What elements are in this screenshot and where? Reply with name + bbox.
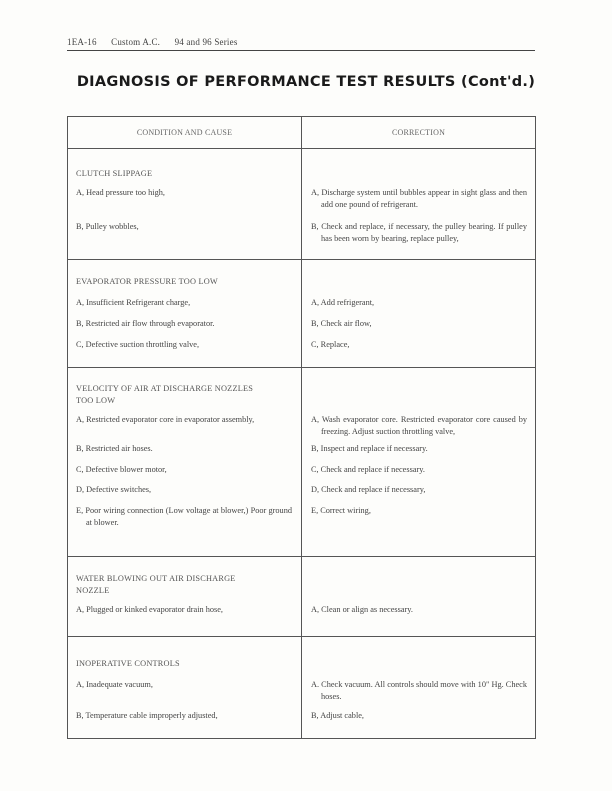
column-header-condition: CONDITION AND CAUSE — [68, 117, 302, 148]
correction: B, Inspect and replace if necessary. — [311, 444, 428, 453]
correction: C, Replace, — [311, 340, 350, 349]
table-row — [68, 464, 535, 476]
page-number: 1EA-16 — [67, 37, 97, 47]
table-row — [68, 221, 535, 245]
section-title: EVAPORATOR PRESSURE TOO LOW — [76, 277, 218, 286]
section-air-velocity — [68, 368, 535, 557]
cause: B, Restricted air flow through evaporator. — [76, 319, 215, 328]
table-row — [68, 443, 535, 455]
section-title: WATER BLOWING OUT AIR DISCHARGE NOZZLE — [76, 574, 236, 595]
table-row — [68, 604, 535, 616]
cause: A, Insufficient Refrigerant charge, — [76, 298, 191, 307]
column-header-correction: CORRECTION — [391, 128, 446, 137]
correction: A, Wash evaporator core. Restricted evaporator core caused by freezing. Adjust suction throttling valve, — [311, 415, 527, 436]
cause: A, Inadequate vacuum, — [76, 680, 153, 689]
correction: B, Check air flow, — [311, 319, 372, 328]
cause: C, Defective suction throttling valve, — [76, 340, 200, 349]
section-water-blowing — [68, 557, 535, 637]
table-row — [68, 710, 535, 722]
correction: A, Add refrigerant, — [311, 298, 375, 307]
page-title: DIAGNOSIS OF PERFORMANCE TEST RESULTS (Cont'd.) — [76, 74, 536, 90]
section-inoperative-controls — [68, 637, 535, 738]
section-title: CLUTCH SLIPPAGE — [76, 169, 153, 178]
correction: C, Check and replace if necessary. — [311, 465, 425, 474]
correction: D, Check and replace if necessary, — [311, 485, 426, 494]
section-title: INOPERATIVE CONTROLS — [76, 659, 180, 668]
table-header — [68, 117, 535, 149]
series-label: 94 and 96 Series — [174, 37, 238, 47]
section-evaporator-pressure — [68, 260, 535, 368]
correction: B, Adjust cable, — [311, 711, 365, 720]
table-row — [68, 339, 535, 351]
table-row — [68, 484, 535, 496]
correction: A, Discharge system until bubbles appear in sight glass and then add one pound of refrigerant. — [311, 188, 527, 209]
correction: A, Clean or align as necessary. — [311, 605, 413, 614]
table-row — [68, 505, 535, 529]
section-title: VELOCITY OF AIR AT DISCHARGE NOZZLES TOO LOW — [76, 384, 254, 405]
table-row — [68, 414, 535, 438]
manual-title: Custom A.C. — [111, 37, 161, 47]
table-row — [68, 297, 535, 309]
cause: A, Restricted evaporator core in evaporator assembly, — [76, 415, 255, 424]
table-row — [68, 679, 535, 703]
header-rule — [67, 50, 535, 51]
table-row — [68, 187, 535, 211]
correction: E, Correct wiring, — [311, 506, 371, 515]
cause: B, Temperature cable improperly adjusted, — [76, 711, 218, 720]
cause: E, Poor wiring connection (Low voltage at blower,) Poor ground at blower. — [76, 506, 292, 527]
correction: A. Check vacuum. All controls should move with 10" Hg. Check hoses. — [311, 680, 527, 701]
cause: D, Defective switches, — [76, 485, 152, 494]
table-row — [68, 318, 535, 330]
cause: B, Pulley wobbles, — [76, 222, 139, 231]
section-clutch-slippage — [68, 149, 535, 260]
correction: B, Check and replace, if necessary, the pulley bearing. If pulley has been worn by bearing, replace pulley, — [311, 222, 527, 243]
diagnosis-table — [67, 116, 536, 739]
cause: B, Restricted air hoses. — [76, 444, 153, 453]
cause: A, Plugged or kinked evaporator drain hose, — [76, 605, 224, 614]
cause: A, Head pressure too high, — [76, 188, 165, 197]
running-header — [67, 37, 250, 47]
cause: C, Defective blower motor, — [76, 465, 167, 474]
